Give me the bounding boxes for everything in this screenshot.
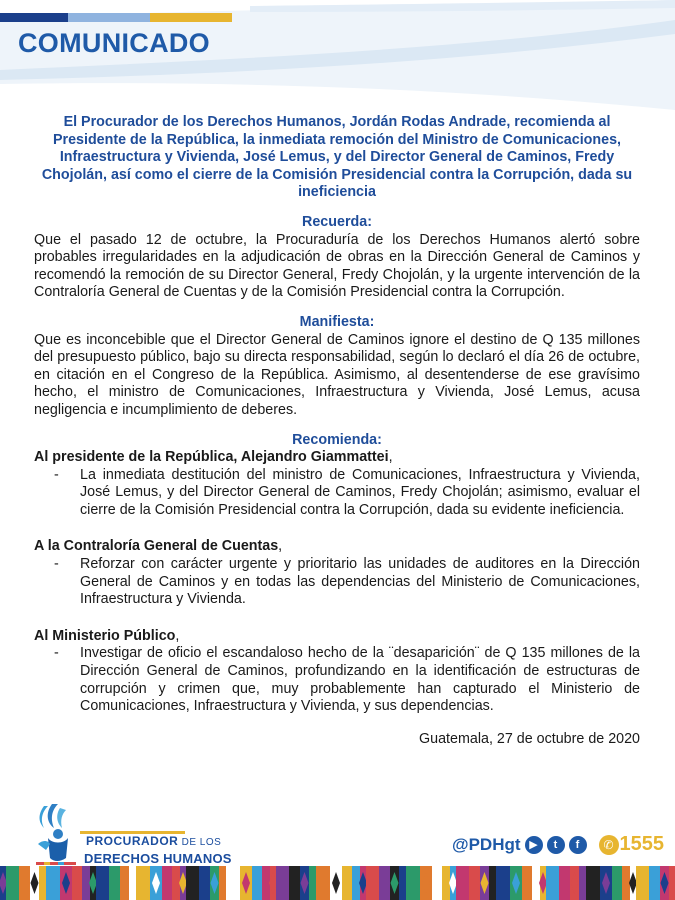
list-dash: - — [54, 645, 59, 662]
logo-text-line1 — [86, 834, 221, 848]
social-bar — [452, 833, 664, 856]
document-body — [34, 114, 640, 748]
youtube-icon[interactable]: ▶ — [525, 836, 543, 854]
lead-paragraph: El Procurador de los Derechos Humanos, Jordán Rodas Andrade, recomienda al Presidente de la República, la inmediata remoción del Ministro de Comunicaciones, Infraestructura y Vivienda, José Lemus, y del Director General de Caminos, Fredy Chojolán, así como el cierre de la Comisión Presidencial contra la Corrupción, dada su ineficiencia — [41, 114, 633, 201]
addressee-name: Al Ministerio Público — [34, 627, 176, 644]
recommendation-item — [34, 467, 640, 520]
list-dash: - — [54, 466, 59, 483]
list-dash: - — [54, 556, 59, 573]
logo-procurador: PROCURADOR — [86, 834, 179, 848]
document-date: Guatemala, 27 de octubre de 2020 — [419, 730, 640, 747]
logo-text-line2: DERECHOS HUMANOS — [84, 851, 232, 866]
recommendation-addressee — [34, 449, 640, 467]
manifiesta-paragraph: Que es inconcebible que el Director General de Caminos ignore el destino de Q 135 millones del presupuesto público, bajo su directa responsabilidad, según lo declaró el día 26 de octubre, en citación en el Congreso de la República. Asimismo, al desentenderse de ese gravísimo hecho, el ministro de Comunicaciones, Infraestructura y Vivienda, José Lemus, acusa negligencia e incumplimiento de deberes. — [34, 331, 640, 418]
section-title-recomienda: Recomienda: — [292, 431, 382, 448]
addressee-suffix: , — [278, 538, 283, 555]
gold-bar — [150, 13, 232, 22]
recommendation-addressee — [34, 538, 640, 556]
addressee-name: Al presidente de la República, Alejandro Giammattei — [34, 449, 389, 466]
recommendation-text: Investigar de oficio el escandaloso hecho de la ¨desaparición¨ de Q 135 millones de la Dirección General de Caminos, profundizando en la identificación de estructuras de corrupción y crimen que, muy probablemente han capturado el Ministerio de Comunicaciones, Infraestructura y Vivienda, y sus dependencias. — [80, 645, 640, 715]
light-blue-bar — [68, 13, 150, 22]
section-title-manifiesta: Manifiesta: — [299, 313, 375, 330]
twitter-icon[interactable]: t — [547, 836, 565, 854]
addressee-suffix: , — [388, 449, 393, 466]
recuerda-paragraph: Que el pasado 12 de octubre, la Procuraduría de los Derechos Humanos alertó sobre probables irregularidades en la adjudicación de obras en la Dirección General de Caminos y recomendó la remoción de su Director General, Fredy Chojolán, y la urgente intervención de la Contraloría General de Cuentas y de la Comisión Presidencial contra la Corrupción. — [34, 231, 640, 301]
twitter-handle[interactable]: @PDHgt — [452, 834, 521, 854]
recommendation-item — [34, 645, 640, 715]
facebook-icon[interactable]: f — [569, 836, 587, 854]
phone-icon: ✆ — [599, 835, 619, 855]
logo-de-los: DE LOS — [178, 837, 222, 848]
addressee-suffix: , — [175, 627, 180, 644]
phone-number: 1555 — [619, 833, 665, 855]
recommendation-item — [34, 556, 640, 609]
navy-bar — [0, 13, 68, 22]
phone-contact[interactable] — [599, 833, 665, 856]
header-color-bars — [0, 13, 232, 22]
recommendation-text: Reforzar con carácter urgente y prioritario las unidades de auditores en la Dirección General de Caminos y en todas las dependencias del Ministerio de Comunicaciones, Infraestructura y Vivienda. — [80, 556, 640, 608]
recommendation-text: La inmediata destitución del ministro de Comunicaciones, Infraestructura y Vivienda, José Lemus, y del Director General de Caminos, Fredy Chojolán; asimismo, evaluar el cierre de la Comisión Presidencial contra la Corrupción, dada su evidente ineficiencia. — [80, 466, 640, 518]
recommendation-addressee — [34, 628, 640, 646]
section-title-recuerda: Recuerda: — [302, 213, 372, 230]
addressee-name: A la Contraloría General de Cuentas — [34, 538, 279, 555]
page-title: COMUNICADO — [18, 28, 210, 58]
textile-pattern-border — [0, 866, 675, 900]
